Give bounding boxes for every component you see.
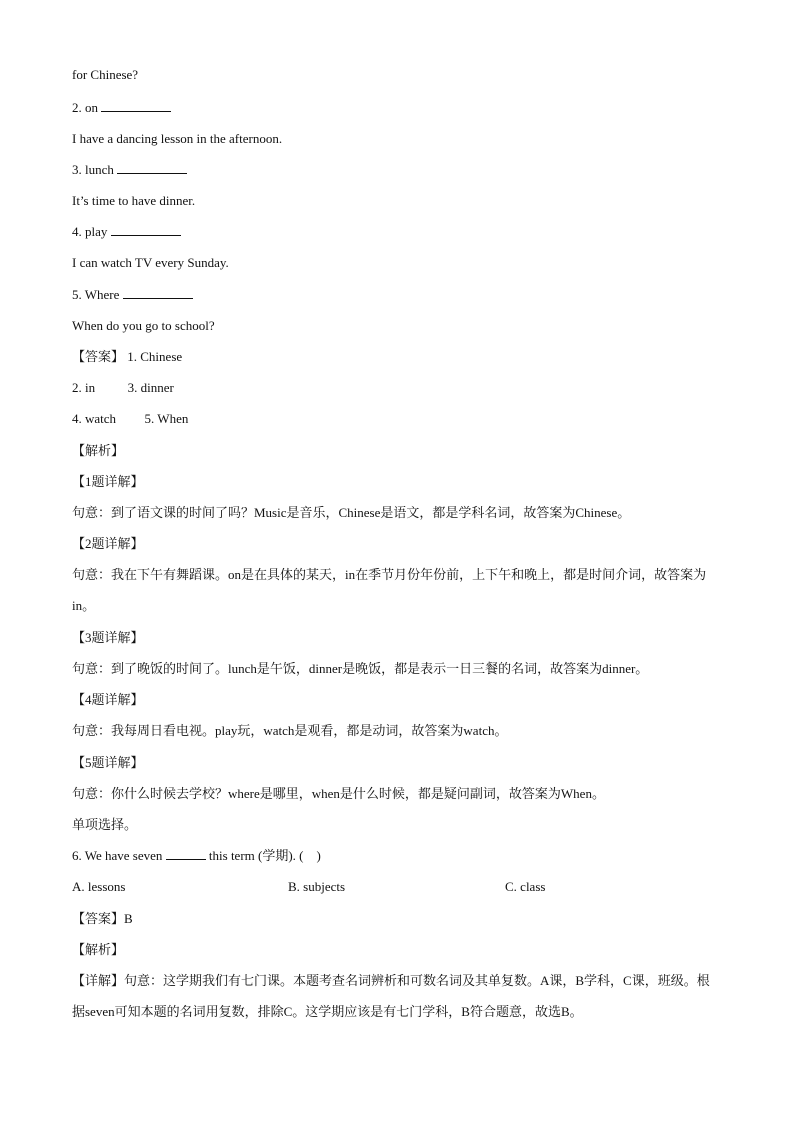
section-single-choice: 单项选择。: [72, 817, 138, 832]
detail-5-heading: 【5题详解】: [72, 755, 144, 770]
question-6-answer: 【答案】B: [72, 911, 133, 926]
option-b: B. subjects: [288, 879, 346, 894]
answer-blank-3: [117, 161, 187, 174]
answer-5: 5. When: [144, 411, 189, 426]
answer-section: [72, 348, 182, 366]
answer-blank-2: [101, 99, 171, 112]
question-4-sentence: I can watch TV every Sunday.: [72, 255, 229, 270]
detail-1-text: 句意：到了语文课的时间了吗？Music是音乐，Chinese是语文，都是学科名词，故答案为Chinese。: [72, 505, 631, 520]
question-3-sentence: It’s time to have dinner.: [72, 193, 196, 208]
answer-4: 4. watch: [72, 411, 117, 426]
detail-1-heading: 【1题详解】: [72, 474, 144, 489]
detail-3-heading: 【3题详解】: [72, 630, 144, 645]
detail-2-text: 句意：我在下午有舞蹈课。on是在具体的某天，in在季节月份年份前，上下午和晚上，都是时间介词，故答案为in。: [72, 567, 707, 613]
detail-5-text: 句意：你什么时候去学校？where是哪里，when是什么时候，都是疑问副词，故答案为When。: [72, 786, 605, 801]
answer-1: 1. Chinese: [127, 349, 183, 364]
detail-4-heading: 【4题详解】: [72, 692, 144, 707]
detail-2-heading: 【2题详解】: [72, 536, 144, 551]
question-5-word: 5. Where: [72, 287, 120, 302]
question-2-word: 2. on: [72, 100, 98, 115]
answer-blank-4: [111, 223, 181, 236]
answer-3: 3. dinner: [127, 380, 174, 395]
question-1-tail: for Chinese?: [72, 67, 139, 82]
answer-tag: 【答案】: [72, 349, 125, 364]
analysis-heading: 【解析】: [72, 443, 125, 458]
answer-row-4-5: [72, 410, 188, 428]
answer-blank-5: [123, 286, 193, 299]
question-4-word: 4. play: [72, 224, 108, 239]
question-5-prompt: [72, 286, 193, 304]
answer-blank-6: [166, 847, 206, 860]
question-5-sentence: When do you go to school?: [72, 318, 215, 333]
question-4-prompt: [72, 223, 181, 241]
question-3-prompt: [72, 161, 187, 179]
question-6-detail-text: 【详解】句意：这学期我们有七门课。本题考查名词辨析和可数名词及其单复数。A课，B学科，C课，班级。根据seven可知本题的名词用复数，排除C。这学期应该是有七门学科，B符合题意，故选B。: [72, 973, 710, 1019]
question-6: [72, 847, 321, 865]
detail-3-text: 句意：到了晚饭的时间了。lunch是午饭，dinner是晚饭，都是表示一日三餐的名词，故答案为dinner。: [72, 661, 649, 676]
detail-4-text: 句意：我每周日看电视。play玩，watch是观看，都是动词，故答案为watch。: [72, 723, 508, 738]
option-c: C. class: [505, 879, 546, 894]
question-6-tail: this term (学期). ( ): [208, 848, 321, 863]
question-3-word: 3. lunch: [72, 162, 114, 177]
question-2-sentence: I have a dancing lesson in the afternoon.: [72, 131, 283, 146]
question-6-analysis-heading: 【解析】: [72, 942, 125, 957]
option-a: A. lessons: [72, 879, 126, 894]
answer-row-2-3: [72, 379, 174, 397]
answer-2: 2. in: [72, 380, 96, 395]
question-2-prompt: [72, 99, 171, 117]
question-6-stem: 6. We have seven: [72, 848, 163, 863]
